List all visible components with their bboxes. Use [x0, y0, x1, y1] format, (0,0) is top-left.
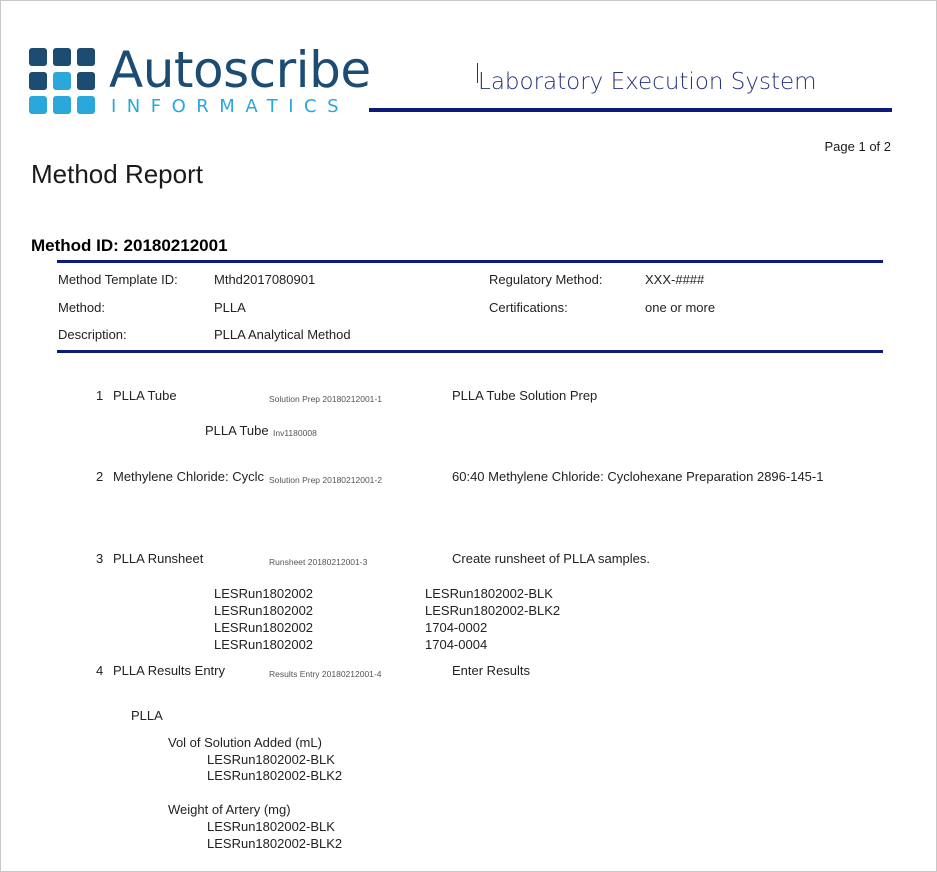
results-sample: LESRun1802002-BLK2: [207, 836, 343, 851]
info-top-divider: [57, 260, 883, 263]
step-name: PLLA Tube: [113, 388, 177, 403]
step-description: Enter Results: [452, 663, 531, 678]
logo-name: Autoscribe: [109, 41, 371, 99]
step-number: 3: [96, 551, 104, 566]
logo-subtitle: INFORMATICS: [111, 96, 350, 117]
results-sample: LESRun1802002-BLK: [207, 752, 335, 767]
method-id-heading: Method ID: 20180212001: [31, 236, 228, 255]
certifications-value: one or more: [645, 300, 716, 315]
step-description: Create runsheet of PLLA samples.: [452, 551, 651, 566]
step-reference: Solution Prep 20180212001-1: [269, 394, 382, 404]
results-sample: LESRun1802002-BLK: [207, 819, 335, 834]
certifications-label: Certifications:: [489, 300, 568, 315]
results-analysis: PLLA: [131, 708, 163, 723]
runsheet-run: LESRun1802002: [214, 620, 314, 635]
results-sample: LESRun1802002-BLK2: [207, 768, 343, 783]
step-number: 4: [96, 663, 104, 678]
method-value: PLLA: [214, 300, 246, 315]
info-bottom-divider: [57, 350, 883, 353]
description-value: PLLA Analytical Method: [214, 327, 351, 342]
results-parameter: Weight of Artery (mg): [168, 802, 291, 817]
runsheet-sample: 1704-0004: [425, 637, 488, 652]
regulatory-method-label: Regulatory Method:: [489, 272, 603, 287]
template-id-label: Method Template ID:: [58, 272, 178, 287]
step-reference: Runsheet 20180212001-3: [269, 557, 368, 567]
step-number: 2: [96, 469, 104, 484]
step-name: Methylene Chloride: Cyclc: [113, 469, 265, 484]
regulatory-method-value: XXX-####: [645, 272, 705, 287]
inventory-item-ref: Inv1180008: [273, 428, 317, 438]
runsheet-run: LESRun1802002: [214, 603, 314, 618]
step-name: PLLA Runsheet: [113, 551, 204, 566]
step-reference: Solution Prep 20180212001-2: [269, 475, 382, 485]
runsheet-run: LESRun1802002: [214, 637, 314, 652]
system-title: Laboratory Execution System: [478, 69, 817, 95]
autoscribe-logo-icon: [29, 48, 95, 114]
step-reference: Results Entry 20180212001-4: [269, 669, 382, 679]
inventory-item-name: PLLA Tube: [205, 423, 269, 438]
header-divider: [369, 108, 892, 112]
method-label: Method:: [58, 300, 105, 315]
runsheet-sample: LESRun1802002-BLK2: [425, 603, 561, 618]
description-label: Description:: [58, 327, 127, 342]
template-id-value: Mthd2017080901: [214, 272, 316, 287]
runsheet-sample: LESRun1802002-BLK: [425, 586, 553, 601]
runsheet-run: LESRun1802002: [214, 586, 314, 601]
page-number: Page 1 of 2: [824, 139, 891, 154]
step-number: 1: [96, 388, 104, 403]
step-name: PLLA Results Entry: [113, 663, 225, 678]
results-parameter: Vol of Solution Added (mL): [168, 735, 322, 750]
runsheet-sample: 1704-0002: [425, 620, 488, 635]
step-description: 60:40 Methylene Chloride: Cyclohexane Preparation 2896-145-1: [452, 469, 824, 484]
report-title: Method Report: [31, 159, 203, 189]
step-description: PLLA Tube Solution Prep: [452, 388, 598, 403]
